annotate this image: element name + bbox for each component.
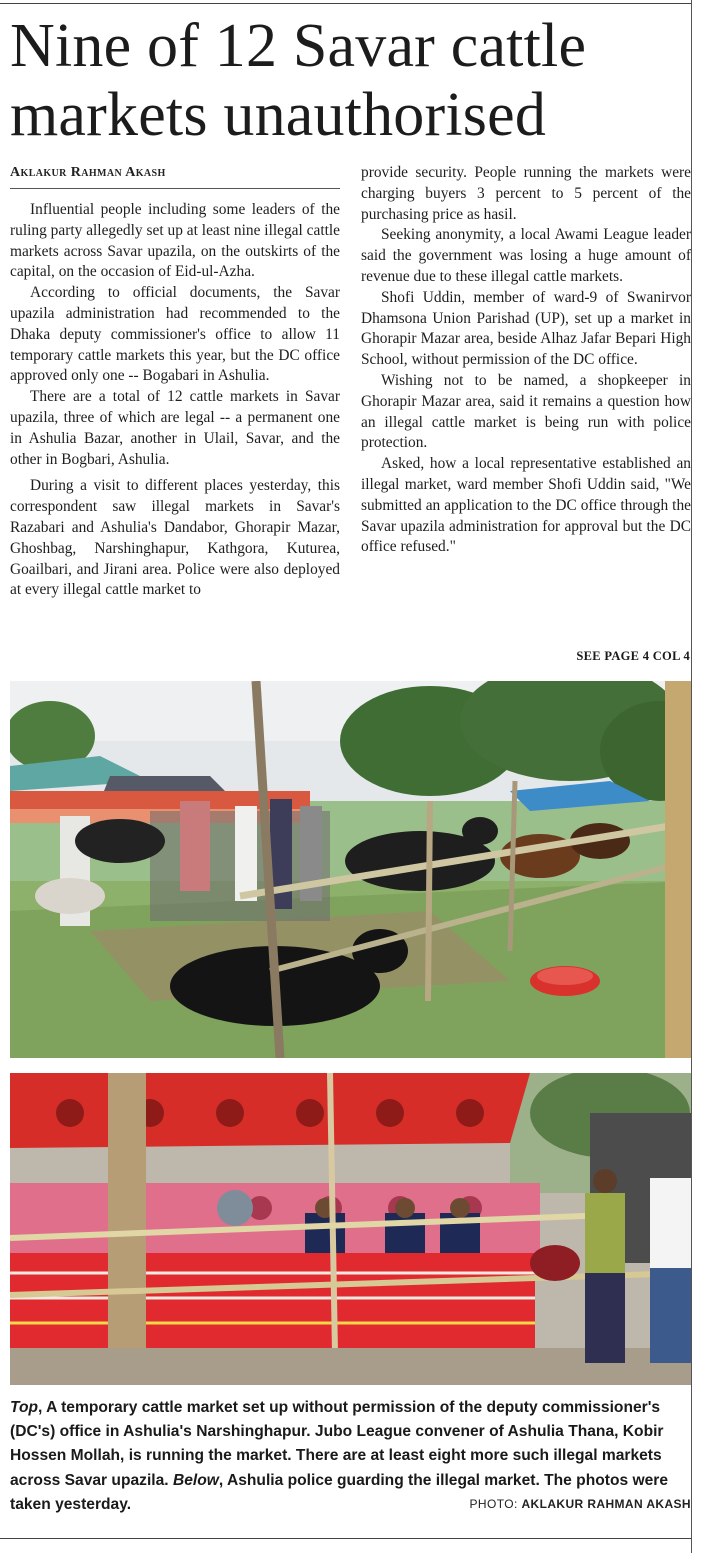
police-camp-photo <box>10 1073 691 1385</box>
cattle-market-photo <box>10 681 691 1058</box>
top-rule <box>0 3 691 4</box>
headline: Nine of 12 Savar cattle markets unauthorised <box>10 12 587 149</box>
left-column <box>10 200 340 601</box>
paragraph: Seeking anonymity, a local Awami League leader said the government was losing a huge amount of revenue due to these illegal cattle markets. <box>361 226 691 285</box>
paragraph: There are a total of 12 cattle markets in Savar upazila, three of which are legal -- a permanent one in Ashulia Bazar, another in Ulail, Savar, and the other in Bogbari, Ashulia. <box>10 388 340 468</box>
photo-credit-name: AKLAKUR RAHMAN AKASH <box>521 1497 691 1511</box>
paragraph-continued: provide security. People running the markets were charging buyers 3 percent to 5 percent of the purchasing price as hasil. <box>361 164 691 223</box>
photo-credit <box>455 1497 691 1511</box>
paragraph: Wishing not to be named, a shopkeeper in Ghorapir Mazar area, said it remains a question how an illegal cattle market is being run with police protection. <box>361 371 691 452</box>
caption-below-text: , Ashulia police guarding the illegal market. The photos were taken yesterday. <box>10 1471 669 1513</box>
column-rule <box>691 0 692 1553</box>
byline-rule <box>10 188 340 189</box>
photo-credit-label: PHOTO: <box>469 1497 522 1511</box>
jump-line: SEE PAGE 4 COL 4 <box>576 649 690 663</box>
caption-below-label: Below <box>172 1471 219 1489</box>
caption-top-label: Top <box>10 1399 38 1416</box>
paragraph: Asked, how a local representative established an illegal market, ward member Shofi Uddin said, "We submitted an application to the DC office through the Savar upazila administration for approval but the DC office refused." <box>361 455 691 556</box>
right-column <box>361 163 691 558</box>
paragraph: During a visit to different places yesterday, this correspondent saw illegal markets in Savar's Razabari and Ashulia's Dandabor, Ghorapir Mazar, Ghoshbag, Narshinghapur, Kathgora, Kuturea, Goailbari, and Jirani area. Police were also deployed at every illegal cattle market to <box>10 477 340 599</box>
paragraph: According to official documents, the Savar upazila administration had recommended to the Dhaka deputy commissioner's office to allow 11 temporary cattle markets this year, but the DC office approved only one -- Bogabari in Ashulia. <box>10 284 340 385</box>
byline: Aklakur Rahman Akash <box>10 165 166 180</box>
paragraph: Shofi Uddin, member of ward-9 of Swanirvor Dhamsona Union Parishad (UP), set up a market in Ghorapir Mazar area, beside Alhaz Jafar Bepari High School, without permission of the DC office. <box>361 288 691 369</box>
bottom-rule <box>0 1538 691 1539</box>
paragraph: Influential people including some leaders of the ruling party allegedly set up at least nine illegal cattle markets across Savar upazila, on the outskirts of the capital, on the occasion of Eid-ul-Azha. <box>10 201 340 281</box>
caption-top-text: , A temporary cattle market set up without permission of the deputy commissioner's (DC's) office in Ashulia's Narshinghapur. Jubo League convener of Ashulia Thana, Kobir Hossen Mollah, is running the market. There are at least eight more such illegal markets across Savar upazila. <box>10 1399 664 1489</box>
